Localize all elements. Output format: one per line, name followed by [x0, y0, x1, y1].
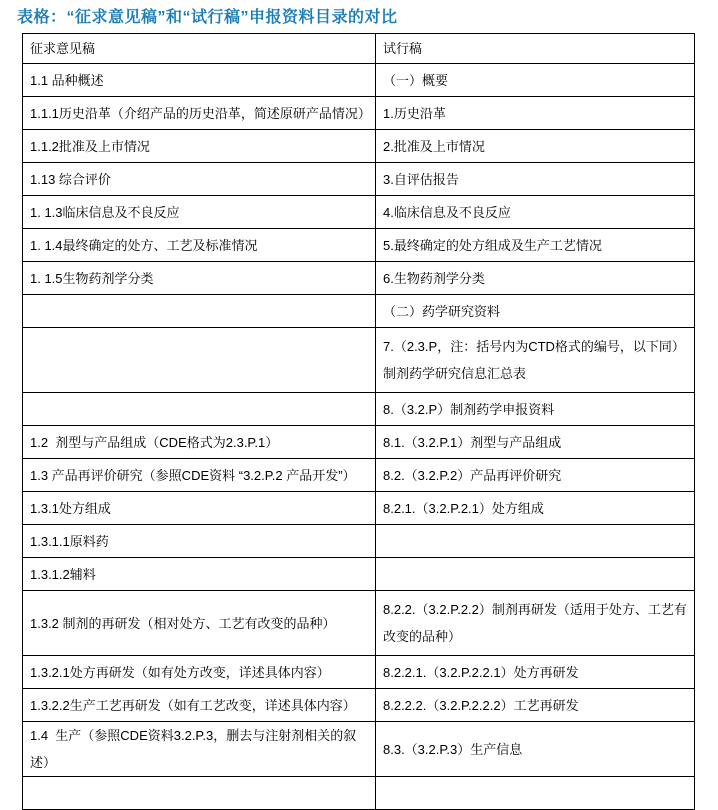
table-cell-right: 6.生物药剂学分类	[376, 262, 695, 295]
table-row	[23, 426, 695, 459]
table-row	[23, 459, 695, 492]
table-cell-left	[23, 295, 376, 328]
table-row	[23, 722, 695, 777]
table-cell-right: （二）药学研究资料	[376, 295, 695, 328]
table-cell-right: 8.1.（3.2.P.1）剂型与产品组成	[376, 426, 695, 459]
table-cell-left: 1.13 综合评价	[23, 163, 376, 196]
table-cell-left: 1.4 生产（参照CDE资料3.2.P.3，删去与注射剂相关的叙述）	[23, 722, 376, 777]
table-cell-right: 7.（2.3.P，注：括号内为CTD格式的编号，以下同）制剂药学研究信息汇总表	[376, 328, 695, 393]
table-cell-left: 1.3.1.2辅料	[23, 558, 376, 591]
table-row	[23, 262, 695, 295]
table-row	[23, 591, 695, 656]
table-cell-right: （一）概要	[376, 64, 695, 97]
table-row	[23, 525, 695, 558]
table-cell-right: 5.最终确定的处方组成及生产工艺情况	[376, 229, 695, 262]
table-cell-right: 8.2.2.（3.2.P.2.2）制剂再研发（适用于处方、工艺有改变的品种）	[376, 591, 695, 656]
table-cell-left: 1.1.2批准及上市情况	[23, 130, 376, 163]
table-row	[23, 656, 695, 689]
table-row	[23, 295, 695, 328]
table-cell-left: 1. 1.3临床信息及不良反应	[23, 196, 376, 229]
table-cell-left: 1.1 品种概述	[23, 64, 376, 97]
table-cell-right: 8.（3.2.P）制剂药学申报资料	[376, 393, 695, 426]
table-cell-right: 4.临床信息及不良反应	[376, 196, 695, 229]
table-cell-right	[376, 525, 695, 558]
table-cell-left	[23, 777, 376, 810]
comparison-table	[22, 33, 695, 810]
table-cell-left: 1.2 剂型与产品组成（CDE格式为2.3.P.1）	[23, 426, 376, 459]
table-row	[23, 163, 695, 196]
table-row	[23, 64, 695, 97]
table-cell-left	[23, 393, 376, 426]
table-cell-right	[376, 558, 695, 591]
table-row	[23, 130, 695, 163]
table-row	[23, 492, 695, 525]
column-header-draft-for-comments: 征求意见稿	[23, 34, 376, 64]
table-cell-right: 8.3.（3.2.P.3）生产信息	[376, 722, 695, 777]
table-cell-left	[23, 328, 376, 393]
table-body	[23, 34, 695, 810]
table-cell-right: 2.批准及上市情况	[376, 130, 695, 163]
table-row	[23, 229, 695, 262]
table-cell-right: 8.2.1.（3.2.P.2.1）处方组成	[376, 492, 695, 525]
table-header-row	[23, 34, 695, 64]
table-cell-left: 1. 1.5生物药剂学分类	[23, 262, 376, 295]
table-cell-right: 1.历史沿革	[376, 97, 695, 130]
table-cell-left: 1. 1.4最终确定的处方、工艺及标准情况	[23, 229, 376, 262]
table-row	[23, 328, 695, 393]
table-row	[23, 196, 695, 229]
column-header-trial-draft: 试行稿	[376, 34, 695, 64]
table-cell-left: 1.1.1历史沿革（介绍产品的历史沿革，简述原研产品情况）	[23, 97, 376, 130]
table-cell-left: 1.3.1处方组成	[23, 492, 376, 525]
table-cell-right: 8.2.2.1.（3.2.P.2.2.1）处方再研发	[376, 656, 695, 689]
table-row	[23, 97, 695, 130]
table-cell-right: 8.2.（3.2.P.2）产品再评价研究	[376, 459, 695, 492]
table-cell-left: 1.3 产品再评价研究（参照CDE资料 “3.2.P.2 产品开发”）	[23, 459, 376, 492]
table-cell-right: 3.自评估报告	[376, 163, 695, 196]
table-row	[23, 777, 695, 810]
table-row	[23, 393, 695, 426]
table-row	[23, 558, 695, 591]
page-title: 表格：“征求意见稿”和“试行稿”申报资料目录的对比	[17, 9, 398, 26]
table-cell-left: 1.3.2.2生产工艺再研发（如有工艺改变，详述具体内容）	[23, 689, 376, 722]
table-cell-right: 8.2.2.2.（3.2.P.2.2.2）工艺再研发	[376, 689, 695, 722]
table-cell-right	[376, 777, 695, 810]
table-cell-left: 1.3.1.1原料药	[23, 525, 376, 558]
table-cell-left: 1.3.2 制剂的再研发（相对处方、工艺有改变的品种）	[23, 591, 376, 656]
table-cell-left: 1.3.2.1处方再研发（如有处方改变，详述具体内容）	[23, 656, 376, 689]
table-row	[23, 689, 695, 722]
